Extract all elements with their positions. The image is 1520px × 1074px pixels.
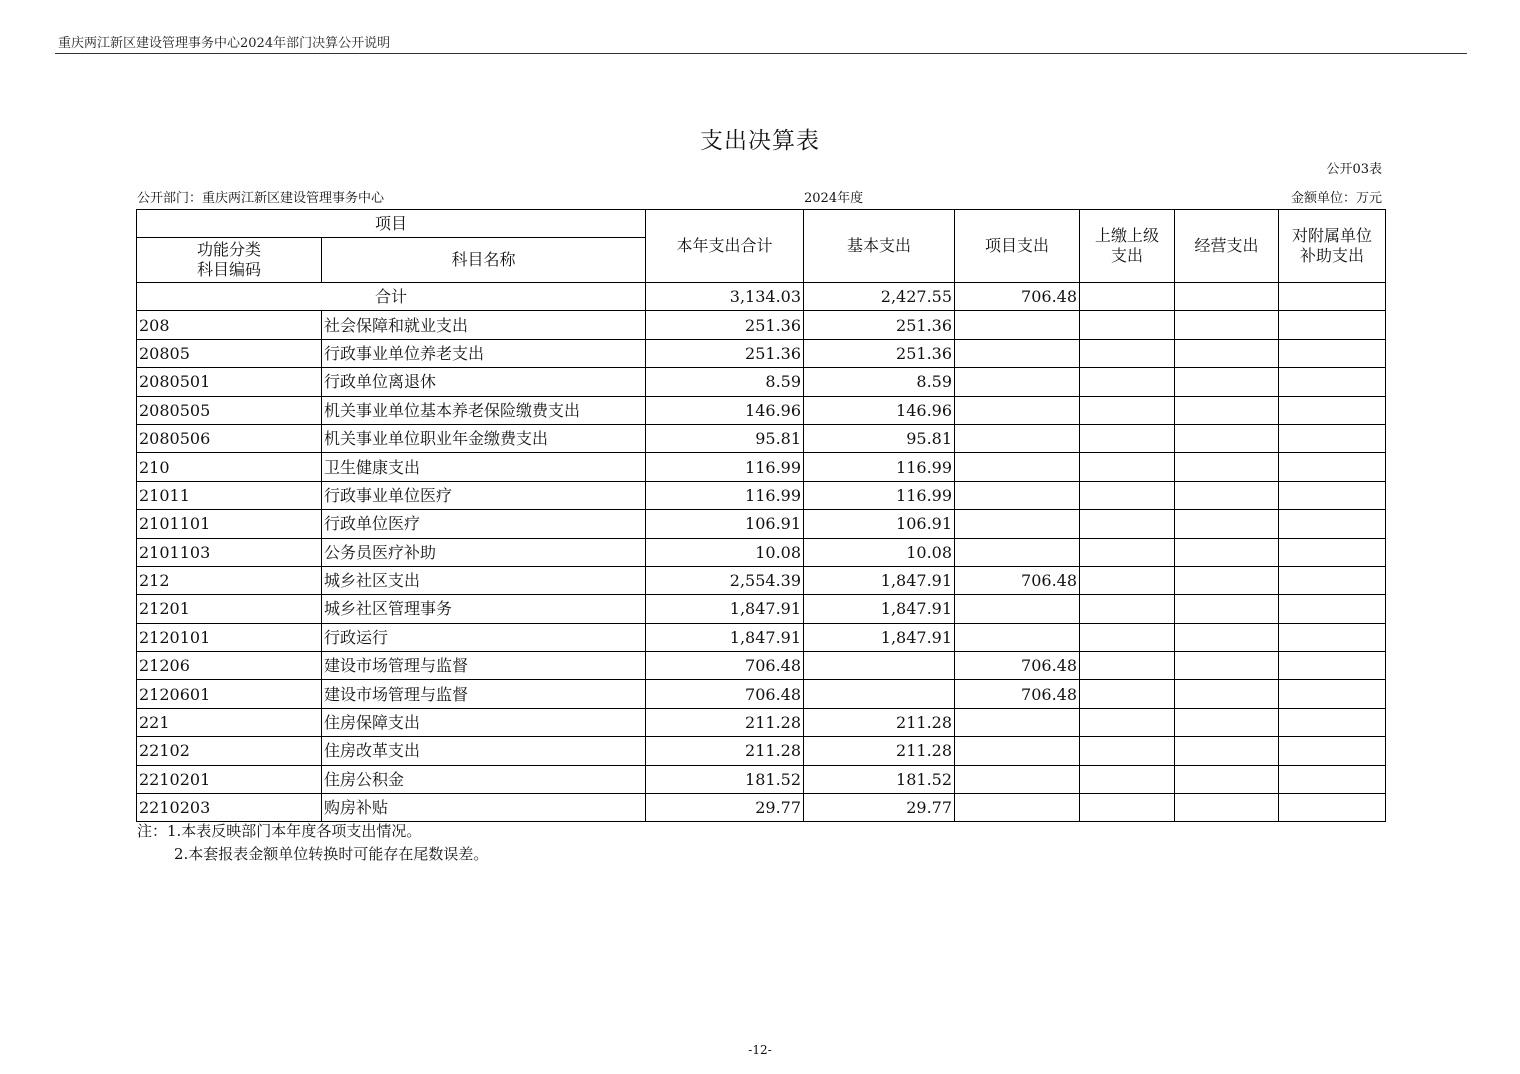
code-cell: 21011 xyxy=(137,481,322,509)
subsidy-cell xyxy=(1279,765,1386,793)
note-1: 注：1.本表反映部门本年度各项支出情况。 xyxy=(137,822,422,840)
project-cell xyxy=(955,595,1080,623)
name-cell: 行政运行 xyxy=(322,623,646,651)
upper-cell xyxy=(1080,453,1175,481)
name-cell: 行政事业单位医疗 xyxy=(322,481,646,509)
subsidy-cell xyxy=(1279,708,1386,736)
project-cell xyxy=(955,510,1080,538)
department-label: 公开部门：重庆两江新区建设管理事务中心 xyxy=(137,191,385,206)
code-cell: 22102 xyxy=(137,737,322,765)
name-cell: 城乡社区支出 xyxy=(322,566,646,594)
header-divider xyxy=(55,53,1467,54)
subsidy-cell xyxy=(1279,481,1386,509)
basic-cell: 8.59 xyxy=(804,368,955,396)
upper-cell xyxy=(1080,311,1175,339)
business-cell xyxy=(1175,424,1279,452)
business-cell xyxy=(1175,368,1279,396)
upper-cell xyxy=(1080,765,1175,793)
upper-cell xyxy=(1080,396,1175,424)
business-cell xyxy=(1175,737,1279,765)
total-cell: 706.48 xyxy=(646,680,804,708)
name-cell: 卫生健康支出 xyxy=(322,453,646,481)
business-cell xyxy=(1175,453,1279,481)
form-code: 公开03表 xyxy=(1326,162,1382,177)
upper-cell xyxy=(1080,623,1175,651)
basic-cell xyxy=(804,652,955,680)
project-cell xyxy=(955,623,1080,651)
total-cell: 211.28 xyxy=(646,708,804,736)
total-cell: 95.81 xyxy=(646,424,804,452)
page-number: -12- xyxy=(748,1043,772,1057)
upper-cell xyxy=(1080,708,1175,736)
project-cell xyxy=(955,396,1080,424)
business-cell xyxy=(1175,708,1279,736)
project-cell xyxy=(955,453,1080,481)
header-basic: 基本支出 xyxy=(804,210,955,283)
code-cell: 221 xyxy=(137,708,322,736)
upper-cell xyxy=(1080,368,1175,396)
table-row xyxy=(137,566,1386,594)
business-cell xyxy=(1175,765,1279,793)
subsidy-cell xyxy=(1279,623,1386,651)
business-cell xyxy=(1175,283,1279,311)
total-cell: 8.59 xyxy=(646,368,804,396)
code-cell: 21206 xyxy=(137,652,322,680)
code-cell: 20805 xyxy=(137,339,322,367)
table-row xyxy=(137,538,1386,566)
business-cell xyxy=(1175,566,1279,594)
total-cell: 2,554.39 xyxy=(646,566,804,594)
subsidy-cell xyxy=(1279,283,1386,311)
table-row xyxy=(137,623,1386,651)
basic-cell: 211.28 xyxy=(804,737,955,765)
header-upper-remit-text: 上缴上级 支出 xyxy=(1095,226,1160,265)
business-cell xyxy=(1175,339,1279,367)
basic-cell: 95.81 xyxy=(804,424,955,452)
total-cell: 29.77 xyxy=(646,794,804,822)
table-row xyxy=(137,737,1386,765)
basic-cell xyxy=(804,680,955,708)
project-cell xyxy=(955,538,1080,566)
code-cell: 212 xyxy=(137,566,322,594)
header-code-text: 功能分类 科目编码 xyxy=(196,240,261,279)
table-row xyxy=(137,765,1386,793)
subsidy-cell xyxy=(1279,368,1386,396)
code-cell: 2101103 xyxy=(137,538,322,566)
code-cell: 2120101 xyxy=(137,623,322,651)
table-row xyxy=(137,453,1386,481)
subsidy-cell xyxy=(1279,595,1386,623)
total-cell: 251.36 xyxy=(646,339,804,367)
total-row xyxy=(137,283,1386,311)
basic-cell: 181.52 xyxy=(804,765,955,793)
basic-cell: 251.36 xyxy=(804,339,955,367)
total-cell: 1,847.91 xyxy=(646,595,804,623)
code-cell: 2101101 xyxy=(137,510,322,538)
code-cell: 2210203 xyxy=(137,794,322,822)
table-row xyxy=(137,652,1386,680)
total-cell: 251.36 xyxy=(646,311,804,339)
code-cell: 2120601 xyxy=(137,680,322,708)
name-cell: 行政单位医疗 xyxy=(322,510,646,538)
project-cell: 706.48 xyxy=(955,652,1080,680)
business-cell xyxy=(1175,311,1279,339)
business-cell xyxy=(1175,794,1279,822)
upper-cell xyxy=(1080,794,1175,822)
name-cell: 住房改革支出 xyxy=(322,737,646,765)
basic-cell: 211.28 xyxy=(804,708,955,736)
upper-cell xyxy=(1080,595,1175,623)
project-cell xyxy=(955,311,1080,339)
total-cell: 146.96 xyxy=(646,396,804,424)
basic-cell: 29.77 xyxy=(804,794,955,822)
total-cell: 211.28 xyxy=(646,737,804,765)
code-cell: 210 xyxy=(137,453,322,481)
subsidy-cell xyxy=(1279,566,1386,594)
subsidy-cell xyxy=(1279,396,1386,424)
total-cell: 181.52 xyxy=(646,765,804,793)
project-cell xyxy=(955,765,1080,793)
project-cell xyxy=(955,708,1080,736)
project-cell: 706.48 xyxy=(955,566,1080,594)
running-header: 重庆两江新区建设管理事务中心2024年部门决算公开说明 xyxy=(58,36,391,51)
note-2: 2.本套报表金额单位转换时可能存在尾数误差。 xyxy=(174,845,489,863)
upper-cell xyxy=(1080,680,1175,708)
basic-cell: 116.99 xyxy=(804,453,955,481)
name-cell: 建设市场管理与监督 xyxy=(322,652,646,680)
business-cell xyxy=(1175,510,1279,538)
business-cell xyxy=(1175,623,1279,651)
table-row xyxy=(137,595,1386,623)
total-cell: 3,134.03 xyxy=(646,283,804,311)
subsidy-cell xyxy=(1279,794,1386,822)
total-cell: 116.99 xyxy=(646,453,804,481)
basic-cell: 1,847.91 xyxy=(804,595,955,623)
project-cell xyxy=(955,339,1080,367)
business-cell xyxy=(1175,481,1279,509)
total-label: 合计 xyxy=(137,283,646,311)
table-row xyxy=(137,481,1386,509)
basic-cell: 1,847.91 xyxy=(804,623,955,651)
fiscal-year-label: 2024年度 xyxy=(804,191,864,206)
notes xyxy=(137,820,488,866)
code-cell: 2210201 xyxy=(137,765,322,793)
name-cell: 行政事业单位养老支出 xyxy=(322,339,646,367)
upper-cell xyxy=(1080,283,1175,311)
upper-cell xyxy=(1080,339,1175,367)
code-cell: 21201 xyxy=(137,595,322,623)
table-row xyxy=(137,396,1386,424)
expense-table xyxy=(136,209,1386,822)
header-upper-remit xyxy=(1080,210,1175,283)
business-cell xyxy=(1175,595,1279,623)
project-cell xyxy=(955,794,1080,822)
upper-cell xyxy=(1080,652,1175,680)
header-project: 项目 xyxy=(137,210,646,238)
basic-cell: 116.99 xyxy=(804,481,955,509)
total-cell: 706.48 xyxy=(646,652,804,680)
table-row xyxy=(137,311,1386,339)
header-total: 本年支出合计 xyxy=(646,210,804,283)
table-row xyxy=(137,510,1386,538)
upper-cell xyxy=(1080,737,1175,765)
name-cell: 城乡社区管理事务 xyxy=(322,595,646,623)
page-title: 支出决算表 xyxy=(700,128,820,154)
code-cell: 2080506 xyxy=(137,424,322,452)
code-cell: 208 xyxy=(137,311,322,339)
total-cell: 1,847.91 xyxy=(646,623,804,651)
project-cell xyxy=(955,368,1080,396)
upper-cell xyxy=(1080,510,1175,538)
header-business: 经营支出 xyxy=(1175,210,1279,283)
name-cell: 公务员医疗补助 xyxy=(322,538,646,566)
subsidy-cell xyxy=(1279,339,1386,367)
table-row xyxy=(137,339,1386,367)
subsidy-cell xyxy=(1279,538,1386,566)
table-row xyxy=(137,680,1386,708)
project-cell xyxy=(955,481,1080,509)
upper-cell xyxy=(1080,538,1175,566)
name-cell: 住房保障支出 xyxy=(322,708,646,736)
subsidy-cell xyxy=(1279,652,1386,680)
name-cell: 机关事业单位基本养老保险缴费支出 xyxy=(322,396,646,424)
subsidy-cell xyxy=(1279,453,1386,481)
project-cell xyxy=(955,737,1080,765)
project-cell: 706.48 xyxy=(955,283,1080,311)
subsidy-cell xyxy=(1279,311,1386,339)
header-subsidy xyxy=(1279,210,1386,283)
basic-cell: 106.91 xyxy=(804,510,955,538)
table-row xyxy=(137,368,1386,396)
code-cell: 2080501 xyxy=(137,368,322,396)
total-cell: 116.99 xyxy=(646,481,804,509)
subsidy-cell xyxy=(1279,737,1386,765)
table-row xyxy=(137,794,1386,822)
business-cell xyxy=(1175,652,1279,680)
name-cell: 社会保障和就业支出 xyxy=(322,311,646,339)
currency-unit-label: 金额单位：万元 xyxy=(1290,191,1382,206)
basic-cell: 2,427.55 xyxy=(804,283,955,311)
name-cell: 行政单位离退休 xyxy=(322,368,646,396)
header-subsidy-text: 对附属单位 补助支出 xyxy=(1292,226,1373,265)
basic-cell: 10.08 xyxy=(804,538,955,566)
project-cell: 706.48 xyxy=(955,680,1080,708)
business-cell xyxy=(1175,396,1279,424)
name-cell: 建设市场管理与监督 xyxy=(322,680,646,708)
header-project-expense: 项目支出 xyxy=(955,210,1080,283)
total-cell: 10.08 xyxy=(646,538,804,566)
name-cell: 住房公积金 xyxy=(322,765,646,793)
total-cell: 106.91 xyxy=(646,510,804,538)
header-code xyxy=(137,238,322,283)
name-cell: 购房补贴 xyxy=(322,794,646,822)
project-cell xyxy=(955,424,1080,452)
code-cell: 2080505 xyxy=(137,396,322,424)
table-row xyxy=(137,708,1386,736)
basic-cell: 1,847.91 xyxy=(804,566,955,594)
subsidy-cell xyxy=(1279,424,1386,452)
table-row xyxy=(137,424,1386,452)
name-cell: 机关事业单位职业年金缴费支出 xyxy=(322,424,646,452)
business-cell xyxy=(1175,680,1279,708)
subsidy-cell xyxy=(1279,510,1386,538)
upper-cell xyxy=(1080,481,1175,509)
upper-cell xyxy=(1080,566,1175,594)
subsidy-cell xyxy=(1279,680,1386,708)
basic-cell: 251.36 xyxy=(804,311,955,339)
header-name: 科目名称 xyxy=(322,238,646,283)
basic-cell: 146.96 xyxy=(804,396,955,424)
business-cell xyxy=(1175,538,1279,566)
upper-cell xyxy=(1080,424,1175,452)
